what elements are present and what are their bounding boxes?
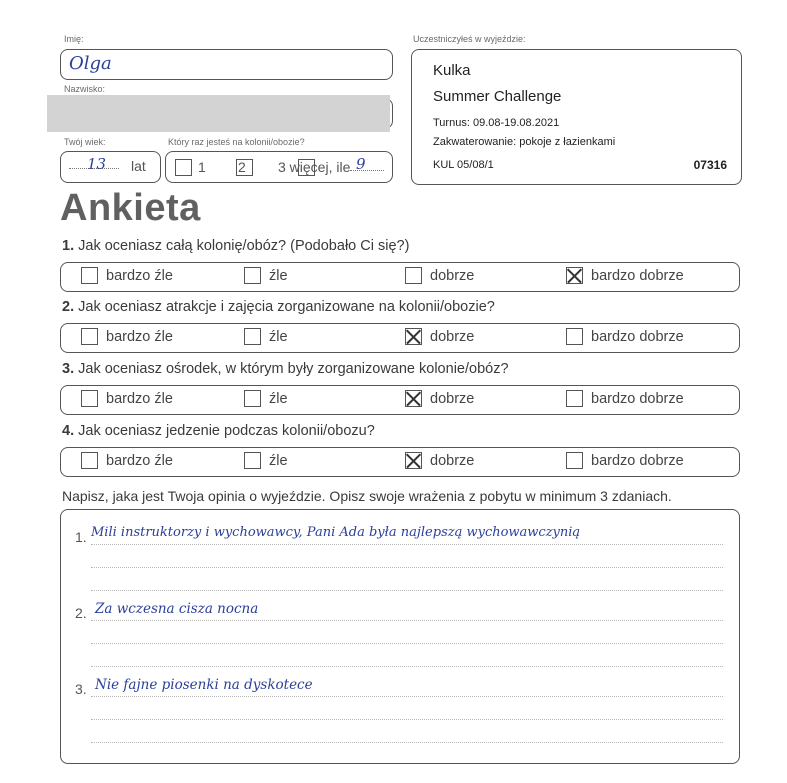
question-2 [62,299,495,315]
trip-code: KUL 05/08/1 [433,159,494,171]
opinion-line-2 [91,567,723,568]
rating-checkbox[interactable] [81,390,98,407]
times-label: Który raz jesteś na kolonii/obozie? [168,137,305,147]
rating-checkbox[interactable] [81,267,98,284]
turnus-label: Turnus: [433,117,470,129]
rating-option-label: bardzo dobrze [591,452,684,469]
answer-2-text: Za wczesna cisza nocna [95,601,259,617]
question-text: Jak oceniasz atrakcje i zajęcia zorganizowane na kolonii/obozie? [78,299,495,315]
rating-checkbox[interactable] [244,328,261,345]
rating-option-label: bardzo dobrze [591,390,684,407]
question-number: 4. [62,423,75,439]
rating-option[interactable] [566,452,684,469]
rating-option-label: bardzo dobrze [591,267,684,284]
times-option-2: 2 [238,159,246,175]
answer-1-number: 1. [75,529,87,545]
times-value: 9 [356,155,366,173]
opinion-line-4 [91,620,723,621]
trip-number: 07316 [693,158,727,172]
rating-checkbox[interactable] [405,328,422,345]
rating-row-3 [60,385,740,415]
rating-option[interactable] [405,328,474,345]
rating-checkbox[interactable] [244,390,261,407]
opinion-line-3 [91,590,723,591]
opinion-line-6 [91,666,723,667]
opinion-prompt: Napisz, jaka jest Twoja opinia o wyjeździe. Opisz swoje wrażenia z pobytu w minimum 3 zdaniach. [62,488,672,504]
question-text: Jak oceniasz jedzenie podczas kolonii/obozu? [78,423,375,439]
opinion-line-8 [91,719,723,720]
rating-option[interactable] [244,390,288,407]
answer-1-text: Mili instruktorzy i wychowawcy, Pani Ada była najlepszą wychowawczynią [91,525,581,540]
opinion-box[interactable] [60,509,740,764]
accommodation-label: Zakwaterowanie: [433,136,517,148]
times-field[interactable] [165,151,393,183]
rating-checkbox[interactable] [566,267,583,284]
accommodation-value: pokoje z łazienkami [519,136,616,148]
answer-3-text: Nie fajne piosenki na dyskotece [95,677,313,693]
rating-checkbox[interactable] [244,267,261,284]
rating-checkbox[interactable] [405,267,422,284]
rating-option-label: dobrze [430,390,475,407]
times-option-3: 3 więcej, ile [278,159,351,175]
opinion-line-1 [91,544,723,545]
first-name-field[interactable] [60,49,393,80]
question-4 [62,423,375,439]
rating-checkbox[interactable] [81,328,98,345]
rating-option[interactable] [244,267,288,284]
rating-option-label: dobrze [430,452,475,469]
rating-option[interactable] [81,328,173,345]
trip-info-box [411,49,742,185]
question-number: 3. [62,361,75,377]
trip-program: Summer Challenge [433,88,562,105]
rating-option[interactable] [81,267,173,284]
rating-option[interactable] [244,328,288,345]
rating-option-label: bardzo źle [106,390,173,407]
rating-option[interactable] [566,390,684,407]
rating-option-label: bardzo źle [106,328,173,345]
rating-checkbox[interactable] [81,452,98,469]
opinion-line-5 [91,643,723,644]
rating-option[interactable] [405,267,474,284]
rating-option-label: źle [269,390,288,407]
rating-option-label: bardzo źle [106,452,173,469]
rating-option[interactable] [81,452,173,469]
rating-option[interactable] [566,328,684,345]
rating-option[interactable] [566,267,684,284]
rating-option[interactable] [405,390,474,407]
rating-option[interactable] [244,452,288,469]
rating-checkbox[interactable] [244,452,261,469]
first-name-label: Imię: [64,34,84,44]
last-name-label: Nazwisko: [64,84,106,94]
rating-option[interactable] [81,390,173,407]
question-3 [62,361,509,377]
rating-option-label: bardzo dobrze [591,328,684,345]
opinion-line-7 [91,696,723,697]
question-number: 2. [62,299,75,315]
rating-checkbox[interactable] [566,328,583,345]
trip-label: Uczestniczyłeś w wyjeździe: [413,34,526,44]
rating-checkbox[interactable] [405,452,422,469]
age-label: Twój wiek: [64,137,106,147]
opinion-line-9 [91,742,723,743]
trip-name: Kulka [433,62,471,79]
times-option-1: 1 [198,159,206,175]
rating-option[interactable] [405,452,474,469]
question-text: Jak oceniasz całą kolonię/obóz? (Podobało Ci się?) [78,238,410,254]
question-text: Jak oceniasz ośrodek, w którym były zorganizowane kolonie/obóz? [78,361,509,377]
rating-option-label: dobrze [430,328,475,345]
redaction-block [47,95,390,132]
answer-2-number: 2. [75,605,87,621]
answer-3-number: 3. [75,681,87,697]
age-unit: lat [131,158,146,174]
question-1 [62,238,409,254]
rating-option-label: źle [269,267,288,284]
rating-option-label: źle [269,328,288,345]
rating-row-4 [60,447,740,477]
rating-checkbox[interactable] [566,452,583,469]
first-name-value: Olga [69,53,112,74]
rating-row-1 [60,262,740,292]
question-number: 1. [62,238,75,254]
rating-row-2 [60,323,740,353]
turnus-value: 09.08-19.08.2021 [472,117,560,129]
rating-checkbox[interactable] [405,390,422,407]
rating-option-label: źle [269,452,288,469]
age-value: 13 [87,155,107,173]
age-field[interactable] [60,151,161,183]
survey-title: Ankieta [60,187,201,229]
rating-option-label: dobrze [430,267,475,284]
rating-option-label: bardzo źle [106,267,173,284]
times-checkbox-1[interactable] [175,159,192,176]
rating-checkbox[interactable] [566,390,583,407]
